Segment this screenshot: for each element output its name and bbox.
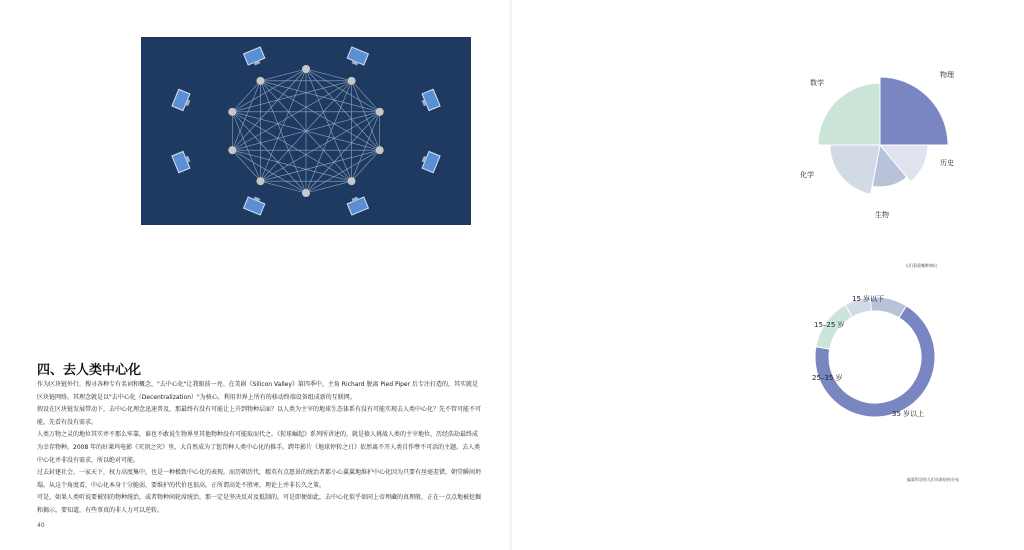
network-illustration <box>141 37 471 225</box>
paragraph: 可是，如果人类听说要被别的物种统治，或者物种间轮席统治，那一定是坚决反对及抵制的。可是即便如此，去中心化似乎如同上帝埋藏的真理般，正在一点点地被挖掘和揭示。要知道，有些事真的非人力可以逆转。 <box>37 494 482 514</box>
pie-slice <box>818 83 880 145</box>
donut-label: 15–25 岁 <box>814 321 845 329</box>
network-link <box>232 112 351 181</box>
network-link <box>232 150 260 181</box>
paragraph: 假设在区块链发展带动下，去中心化理念迅速普及，那最终有没有可能让上升到物种层面？以人类为主宰的地球生态体系有没有可能实现去人类中心化？先不管可能不可能，先看有没有需求。 <box>37 406 482 426</box>
network-link <box>352 81 380 112</box>
computer-monitor-icon <box>172 89 193 111</box>
pie-slice <box>880 77 948 145</box>
pie-chart-title: 人们看重哪种知识 <box>905 263 937 268</box>
network-link <box>306 69 352 81</box>
network-link <box>306 69 380 150</box>
left-body-text <box>37 379 482 518</box>
network-link <box>232 112 260 181</box>
network-node <box>376 146 384 154</box>
network-node <box>228 108 236 116</box>
network-link <box>232 150 306 193</box>
pie-slice <box>830 145 880 194</box>
network-link <box>232 81 260 112</box>
paragraph: 人类万物之灵的地位其实并不那么牢靠，谁也不敢说生物界里其他物种没有可能取而代之。《猩球崛起》系列所讲述的，就是猿人挑战人类的主宰地位，历经浩劫最终成为幸存物种。2008 年的好莱坞电影《灾顶之灾》里，大自然成为了惩罚种人类中心化的推手。跨年影片《地球停转之日》依然离不开人类自作孽不可活的主题。去人类中心化并非没有需求，所以绝对可能。 <box>37 431 481 464</box>
subject-pie-chart <box>790 65 970 235</box>
computer-monitor-icon <box>346 47 368 68</box>
network-link <box>306 181 352 193</box>
decentralized-network-graphic <box>141 37 471 225</box>
network-link <box>232 81 260 150</box>
pie-label: 化学 <box>800 171 814 179</box>
network-link <box>260 81 379 150</box>
network-node <box>228 146 236 154</box>
network-link <box>260 81 379 112</box>
computer-monitor-icon <box>346 194 368 215</box>
network-node <box>256 77 264 85</box>
network-link <box>260 150 379 181</box>
network-link <box>260 181 306 193</box>
network-link <box>260 69 306 81</box>
network-link <box>232 112 306 193</box>
network-link <box>260 81 306 193</box>
paragraph: 作为区块链外行，搜寻各种专有名词和概念，"去中心化"让我眼前一亮。在美剧《Silicon Valley》第四季中，主角 Richard 脱离 Pied Piper 后专注打造的，其实就是区块链网络。其理念就是以"去中心化（Decentralization）"为核心，利用世界上所有的移动终端设备组成新的互联网。 <box>37 381 478 401</box>
network-node <box>302 65 310 73</box>
pie-label: 生物 <box>875 211 889 219</box>
network-link <box>232 69 306 150</box>
donut-label: 35 岁以上 <box>892 410 925 418</box>
network-node <box>302 189 310 197</box>
section-four-heading: 四、去人类中心化 <box>37 363 142 378</box>
computer-monitor-icon <box>244 47 266 68</box>
network-node <box>348 77 356 85</box>
pie-label: 历史 <box>940 159 954 167</box>
donut-label: 25–35 岁 <box>812 374 843 382</box>
computer-monitor-icon <box>172 150 193 172</box>
network-link <box>306 112 380 193</box>
network-node <box>348 177 356 185</box>
network-node <box>256 177 264 185</box>
network-link <box>232 81 351 112</box>
age-donut-chart <box>800 285 950 425</box>
paragraph: 过去封建社会，一家天下，权力高度集中，也是一种极致中心化的表现。而历朝历代，精英有点愿景的统治者都小心翼翼地维护中心化因为只要有丝毫差错，朝堂瞬间坍塌。从这个角度看，中心化本身十分脆弱，要维护的代价也很高。正所谓高处不胜寒，理论上并非长久之策。 <box>37 469 482 489</box>
donut-chart-title: 偏爱科学的人们年龄结构分布 <box>907 477 959 482</box>
computer-monitor-icon <box>419 89 440 111</box>
network-link <box>352 150 380 181</box>
network-node <box>376 108 384 116</box>
computer-monitor-icon <box>244 194 266 215</box>
pie-label: 物理 <box>940 71 954 79</box>
donut-label: 15 岁以下 <box>852 295 885 303</box>
network-link <box>232 150 351 181</box>
computer-monitor-icon <box>419 150 440 172</box>
page-number-left: 40 <box>37 522 45 529</box>
pie-label: 数学 <box>810 79 824 87</box>
